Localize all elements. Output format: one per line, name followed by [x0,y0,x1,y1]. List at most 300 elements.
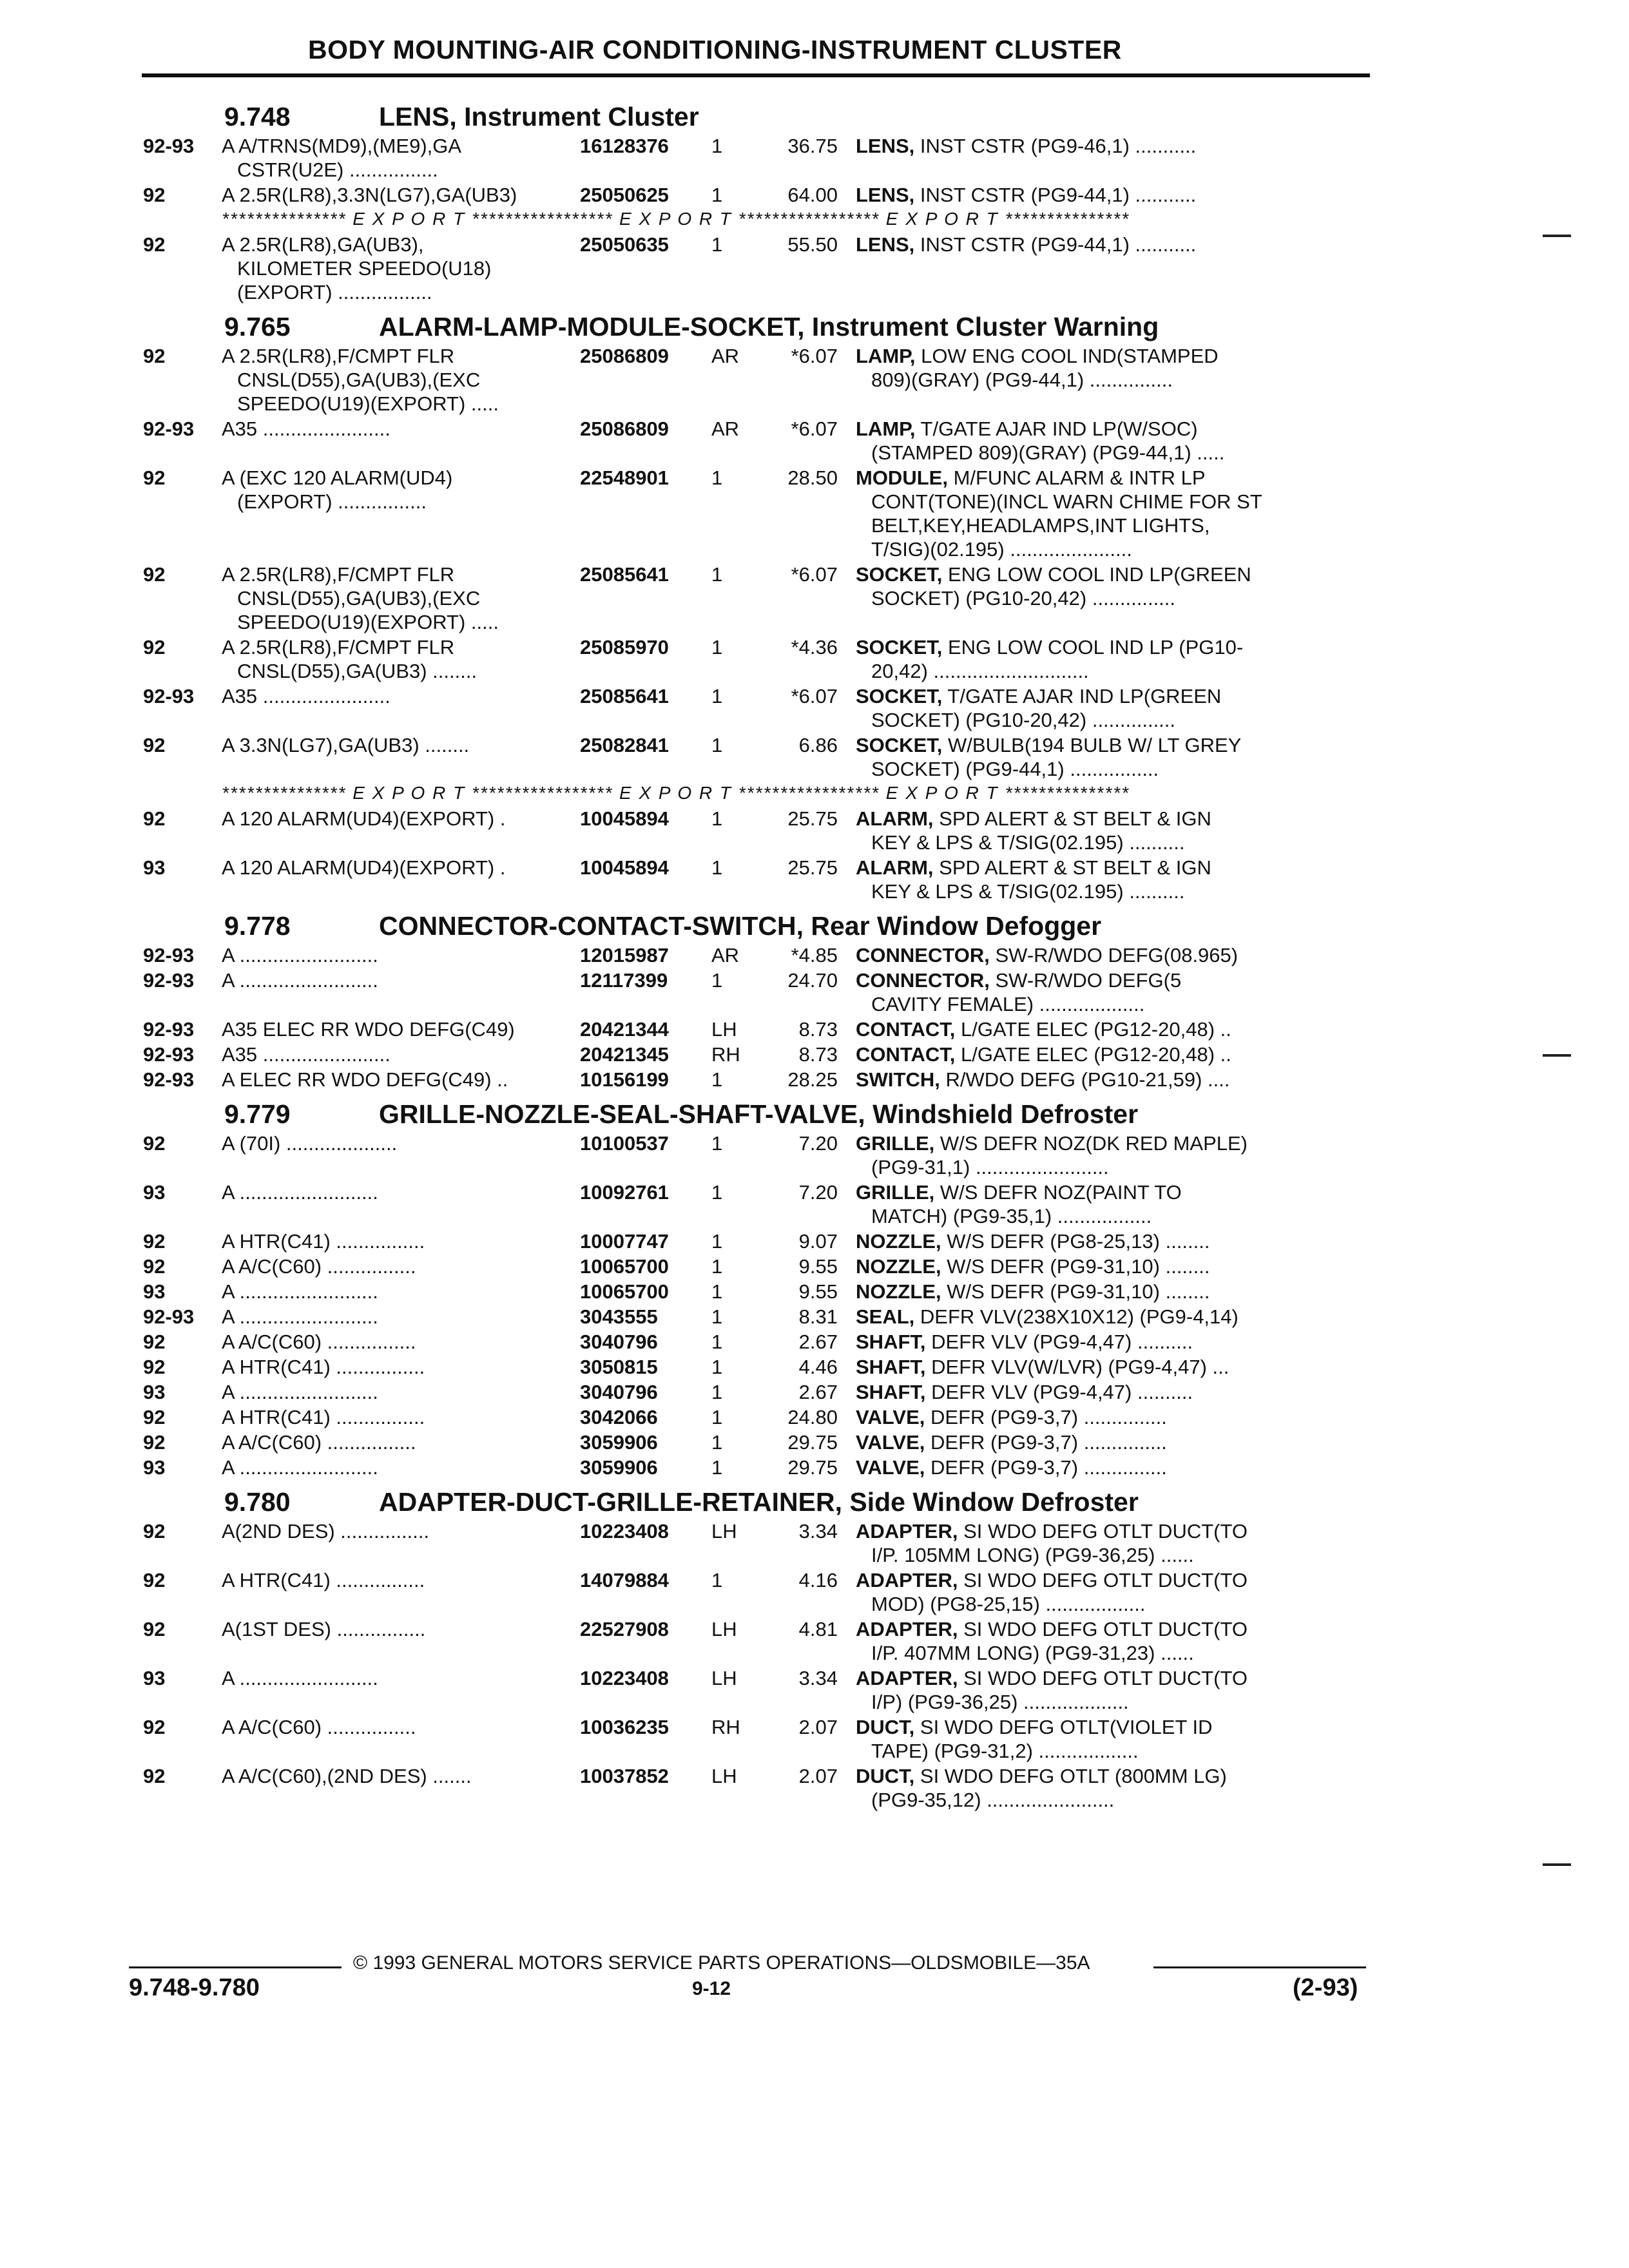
part-description [856,344,1352,416]
part-description [856,1715,1352,1763]
model-year: 92 [143,1255,166,1278]
quantity: 1 [711,1431,723,1454]
application-description [222,417,580,465]
description-line: A A/C(C60) ................ [222,1331,416,1353]
part-description [856,807,1352,854]
section-keywords: ADAPTER-DUCT-GRILLE-RETAINER, [379,1487,842,1517]
application-description [222,807,580,854]
note-text: DEFR VLV (PG9-4,47) .......... [931,1331,1193,1353]
quantity: 1 [711,807,723,830]
part-number: 10092761 [580,1181,669,1204]
note-line [856,233,1352,256]
application-description [222,1280,580,1303]
part-row [143,1430,1375,1454]
column-gap [838,733,856,781]
section-title [379,911,1101,941]
section-subject: Windshield Defroster [872,1099,1139,1129]
quantity: LH [711,1520,737,1542]
list-price: 9.55 [798,1255,838,1278]
part-noun: ADAPTER, [856,1520,958,1542]
list-price: 2.67 [798,1331,838,1353]
column-gap [838,233,856,304]
quantity: 1 [711,734,723,756]
section-heading [143,911,1375,943]
model-year: 92 [143,734,166,756]
export-divider: *************** E X P O R T ***************** E X P O R T ***************** E X P O R T *************** [222,783,1130,803]
parts-catalog-content [143,94,1375,1813]
part-noun: NOZZLE, [856,1280,941,1303]
note-text: T/GATE AJAR IND LP(W/SOC) [920,418,1198,440]
part-number: 3042066 [580,1406,658,1428]
section-keywords: CONNECTOR-CONTACT-SWITCH, [379,911,804,941]
list-price: 24.70 [787,969,838,992]
quantity: 1 [711,1456,723,1479]
application-description [222,856,580,903]
model-year: 92 [143,466,166,489]
column-gap [838,1666,856,1714]
note-line [856,1405,1352,1429]
column-gap [838,1305,856,1329]
part-number: 25085641 [580,685,669,707]
part-noun: CONTACT, [856,1043,956,1066]
quantity: 1 [711,1356,723,1378]
model-year: 92 [143,1765,166,1787]
part-description [856,1229,1352,1253]
list-price: *6.07 [791,685,838,707]
column-gap [838,943,856,967]
application-description [222,1568,580,1616]
note-line [856,1568,1352,1592]
part-description [856,1068,1352,1091]
description-line: A ......................... [222,1280,378,1303]
part-noun: MODULE, [856,466,948,489]
note-text: W/S DEFR NOZ(PAINT TO [940,1181,1182,1204]
note-line [856,1519,1352,1543]
quantity: 1 [711,1132,723,1155]
quantity: 1 [711,135,723,157]
column-gap [838,1764,856,1812]
model-year: 92 [143,184,166,206]
section-heading [143,1487,1375,1519]
note-text: LOW ENG COOL IND(STAMPED [921,345,1219,367]
part-number: 20421345 [580,1043,669,1066]
description-line: A ......................... [222,944,378,966]
application-description [222,1043,580,1066]
note-line: I/P) (PG9-36,25) ................... [871,1691,1129,1713]
part-number: 10223408 [580,1520,669,1542]
note-line: SOCKET) (PG10-20,42) ............... [871,709,1176,731]
list-price: 29.75 [787,1456,838,1479]
column-gap [838,1430,856,1454]
quantity: AR [711,944,740,966]
footer-copyright: © 1993 GENERAL MOTORS SERVICE PARTS OPERATIONS—OLDSMOBILE—35A [353,1952,1090,1974]
part-noun: VALVE, [856,1456,925,1479]
description-line: A(2ND DES) ................ [222,1520,430,1542]
application-description [222,1355,580,1379]
note-line [856,466,1352,490]
column-gap [838,134,856,182]
quantity: 1 [711,233,723,256]
margin-tick [1543,235,1571,237]
part-description [856,1666,1352,1714]
list-price: 28.50 [787,466,838,489]
part-description [856,1380,1352,1404]
list-price: 3.34 [798,1667,838,1689]
part-row [143,1017,1375,1041]
list-price: 9.55 [798,1280,838,1303]
list-price: 64.00 [787,184,838,206]
note-text: DEFR VLV (PG9-4,47) .......... [931,1381,1193,1403]
model-year: 92 [143,1431,166,1454]
part-noun: LENS, [856,233,915,256]
column-gap [838,807,856,854]
footer-rule-right [1153,1966,1366,1968]
part-noun: SHAFT, [856,1356,926,1378]
model-year: 92-93 [143,969,195,992]
description-line: A35 ....................... [222,418,390,440]
description-line: A(1ST DES) ................ [222,1618,426,1640]
part-description [856,1043,1352,1066]
column-gap [838,968,856,1016]
part-row [143,183,1375,207]
model-year: 92-93 [143,1043,195,1066]
description-line: A HTR(C41) ................ [222,1406,425,1428]
note-line: BELT,KEY,HEADLAMPS,INT LIGHTS, [871,514,1210,537]
section-keywords: LENS, [379,102,457,131]
list-price: 4.16 [798,1569,838,1591]
column-gap [838,1280,856,1303]
description-line: A ......................... [222,1381,378,1403]
part-number: 12015987 [580,944,669,966]
part-noun: CONNECTOR, [856,969,990,992]
application-description [222,1254,580,1278]
part-noun: DUCT, [856,1765,915,1787]
note-line: MOD) (PG8-25,15) .................. [871,1593,1146,1615]
column-gap [838,183,856,207]
part-description [856,1305,1352,1329]
part-row [143,417,1375,465]
section-title [379,312,1159,342]
note-line [856,733,1352,757]
header-rule [142,73,1370,77]
part-row [143,1405,1375,1429]
part-description [856,733,1352,781]
part-noun: SWITCH, [856,1068,940,1091]
quantity: LH [711,1618,737,1640]
note-line: SOCKET) (PG9-44,1) ................ [871,758,1159,780]
description-line: A 2.5R(LR8),F/CMPT FLR [222,563,455,586]
description-line: A 120 ALARM(UD4)(EXPORT) . [222,856,506,879]
section-title [379,1487,1139,1517]
quantity: 1 [711,563,723,586]
description-line: A ......................... [222,1456,378,1479]
quantity: LH [711,1667,737,1689]
application-description [222,1068,580,1091]
part-description [856,684,1352,732]
part-number: 10156199 [580,1068,669,1091]
column-gap [838,1180,856,1228]
part-row [143,1519,1375,1567]
note-line [856,1456,1352,1479]
note-line [856,1305,1352,1329]
note-text: SPD ALERT & ST BELT & IGN [939,856,1211,879]
note-text: SI WDO DEFG OTLT DUCT(TO [963,1667,1248,1689]
column-gap [838,1568,856,1616]
list-price: 25.75 [787,856,838,879]
description-line: A35 ELEC RR WDO DEFG(C49) [222,1018,515,1041]
application-description [222,1666,580,1714]
column-gap [838,1131,856,1179]
column-gap [838,417,856,465]
note-line [856,1131,1352,1155]
part-noun: CONNECTOR, [856,944,990,966]
note-text: SI WDO DEFG OTLT DUCT(TO [963,1569,1248,1591]
part-number: 25050635 [580,233,669,256]
note-line [856,1280,1352,1303]
description-line: A A/C(C60) ................ [222,1431,416,1454]
part-noun: SEAL, [856,1305,915,1328]
note-line [856,1666,1352,1690]
part-number: 3050815 [580,1356,658,1378]
part-row [143,1068,1375,1091]
part-number: 10065700 [580,1280,669,1303]
application-description [222,1405,580,1429]
application-description [222,1430,580,1454]
description-line: A 120 ALARM(UD4)(EXPORT) . [222,807,506,830]
list-price: 4.46 [798,1356,838,1378]
note-text: DEFR (PG9-3,7) ............... [930,1431,1167,1454]
note-line [856,1764,1352,1788]
part-noun: LAMP, [856,418,916,440]
list-price: 8.31 [798,1305,838,1328]
part-number: 22548901 [580,466,669,489]
note-text: SI WDO DEFG OTLT(VIOLET ID [920,1716,1213,1738]
note-text: ENG LOW COOL IND LP (PG10- [947,636,1244,658]
description-line: A (70I) .................... [222,1132,398,1155]
part-noun: ALARM, [856,856,934,879]
description-line: A ......................... [222,1305,378,1328]
note-line [856,562,1352,586]
list-price: 6.86 [798,734,838,756]
note-text: W/S DEFR (PG8-25,13) ........ [947,1230,1210,1253]
application-description [222,1017,580,1041]
description-line: A35 ....................... [222,685,390,707]
list-price: 36.75 [787,135,838,157]
application-description [222,1131,580,1179]
list-price: 24.80 [787,1406,838,1428]
part-number: 10007747 [580,1230,669,1253]
note-text: SPD ALERT & ST BELT & IGN [939,807,1211,830]
note-line: (STAMPED 809)(GRAY) (PG9-44,1) ..... [871,441,1225,464]
note-line: MATCH) (PG9-35,1) ................. [871,1205,1152,1227]
quantity: RH [711,1043,740,1066]
list-price: *6.07 [791,418,838,440]
note-line: I/P. 105MM LONG) (PG9-36,25) ...... [871,1544,1194,1566]
application-description [222,1456,580,1479]
note-line: CONT(TONE)(INCL WARN CHIME FOR ST [871,490,1262,513]
column-gap [838,1330,856,1354]
application-description [222,233,580,304]
list-price: 7.20 [798,1132,838,1155]
note-line: (PG9-35,12) ....................... [871,1789,1115,1811]
description-line: A A/C(C60) ................ [222,1716,416,1738]
quantity: 1 [711,1305,723,1328]
part-description [856,134,1352,182]
note-line [856,856,1352,879]
note-text: L/GATE ELEC (PG12-20,48) .. [961,1043,1231,1066]
note-text: SI WDO DEFG OTLT DUCT(TO [963,1618,1248,1640]
note-text: W/BULB(194 BULB W/ LT GREY [947,734,1242,756]
quantity: 1 [711,1280,723,1303]
list-price: 55.50 [787,233,838,256]
note-line: TAPE) (PG9-31,2) .................. [871,1740,1139,1762]
part-description [856,1330,1352,1354]
description-line: A35 ....................... [222,1043,390,1066]
description-line: CNSL(D55),GA(UB3) ........ [237,660,477,682]
list-price: *6.07 [791,345,838,367]
model-year: 92 [143,636,166,658]
export-divider: *************** E X P O R T ***************** E X P O R T ***************** E X P O R T *************** [222,209,1130,229]
part-noun: SHAFT, [856,1331,926,1353]
part-description [856,233,1352,304]
margin-tick [1543,1863,1571,1866]
section-number: 9.748 [224,102,291,131]
note-line: CAVITY FEMALE) ................... [871,993,1145,1015]
note-text: INST CSTR (PG9-44,1) ........... [920,184,1197,206]
note-line [856,1715,1352,1739]
part-description [856,1568,1352,1616]
note-text: DEFR (PG9-3,7) ............... [930,1406,1167,1428]
footer-date: (2-93) [1293,1974,1358,2001]
description-line: A HTR(C41) ................ [222,1356,425,1378]
note-text: DEFR (PG9-3,7) ............... [930,1456,1167,1479]
application-description [222,1715,580,1763]
part-row [143,1043,1375,1066]
part-row [143,1330,1375,1354]
note-text: INST CSTR (PG9-46,1) ........... [920,135,1197,157]
footer-section-range: 9.748-9.780 [129,1974,260,2001]
part-noun: ADAPTER, [856,1667,958,1689]
part-number: 10045894 [580,807,669,830]
application-description [222,1617,580,1665]
part-description [856,635,1352,683]
note-line [856,134,1352,158]
model-year: 92 [143,233,166,256]
list-price: 3.34 [798,1520,838,1542]
part-description [856,1254,1352,1278]
part-noun: SOCKET, [856,685,943,707]
description-line: A HTR(C41) ................ [222,1569,425,1591]
part-noun: DUCT, [856,1716,915,1738]
part-description [856,943,1352,967]
note-line [856,417,1352,441]
part-row [143,1131,1375,1179]
part-description [856,856,1352,903]
application-description [222,344,580,416]
part-description [856,183,1352,207]
quantity: AR [711,418,740,440]
description-line: CSTR(U2E) ................ [237,159,438,181]
part-noun: ADAPTER, [856,1618,958,1640]
application-description [222,562,580,634]
list-price: *4.36 [791,636,838,658]
column-gap [838,684,856,732]
description-line: A ......................... [222,969,378,992]
quantity: LH [711,1765,737,1787]
part-number: 3040796 [580,1381,658,1403]
description-line: A 3.3N(LG7),GA(UB3) ........ [222,734,470,756]
note-text: SI WDO DEFG OTLT (800MM LG) [920,1765,1227,1787]
note-line [856,1254,1352,1278]
note-text: W/S DEFR (PG9-31,10) ........ [947,1255,1210,1278]
model-year: 92 [143,1331,166,1353]
column-gap [838,562,856,634]
part-number: 10100537 [580,1132,669,1155]
part-row [143,1355,1375,1379]
part-noun: VALVE, [856,1431,925,1454]
note-text: DEFR VLV(W/LVR) (PG9-4,47) ... [931,1356,1229,1378]
description-line: (EXPORT) ................ [237,490,427,513]
column-gap [838,1380,856,1404]
application-description [222,183,580,207]
list-price: 7.20 [798,1181,838,1204]
quantity: RH [711,1716,740,1738]
model-year: 92-93 [143,1068,195,1091]
part-number: 3059906 [580,1431,658,1454]
note-text: W/S DEFR (PG9-31,10) ........ [947,1280,1210,1303]
note-line [856,1355,1352,1379]
part-description [856,1180,1352,1228]
part-description [856,1519,1352,1567]
section-subject: Instrument Cluster [464,102,699,131]
part-row [143,635,1375,683]
description-line: A ......................... [222,1181,378,1204]
description-line: A 2.5R(LR8),3.3N(LG7),GA(UB3) [222,184,517,206]
note-text: ENG LOW COOL IND LP(GREEN [947,563,1251,586]
section-number: 9.779 [224,1099,291,1129]
note-line: T/SIG)(02.195) ...................... [871,538,1132,561]
section-subject: Side Window Defroster [849,1487,1139,1517]
description-line: A 2.5R(LR8),F/CMPT FLR [222,345,455,367]
model-year: 92 [143,1716,166,1738]
part-row [143,1666,1375,1714]
quantity: 1 [711,685,723,707]
application-description [222,733,580,781]
quantity: 1 [711,969,723,992]
note-text: M/FUNC ALARM & INTR LP [953,466,1206,489]
description-line: A 2.5R(LR8),F/CMPT FLR [222,636,455,658]
list-price: 2.07 [798,1765,838,1787]
model-year: 92 [143,1356,166,1378]
quantity: 1 [711,856,723,879]
quantity: 1 [711,1068,723,1091]
section-title [379,102,699,132]
list-price: 25.75 [787,807,838,830]
list-price: 28.25 [787,1068,838,1091]
section-keywords: GRILLE-NOZZLE-SEAL-SHAFT-VALVE, [379,1099,865,1129]
part-row [143,233,1375,304]
model-year: 92-93 [143,418,195,440]
note-text: SW-R/WDO DEFG(5 [995,969,1182,992]
note-line [856,968,1352,992]
description-line: CNSL(D55),GA(UB3),(EXC [237,369,481,391]
description-line: A A/TRNS(MD9),(ME9),GA [222,135,462,157]
part-row [143,1617,1375,1665]
note-line: (PG9-31,1) ........................ [871,1156,1109,1178]
part-description [856,1617,1352,1665]
list-price: 8.73 [798,1043,838,1066]
section-heading [143,1099,1375,1131]
